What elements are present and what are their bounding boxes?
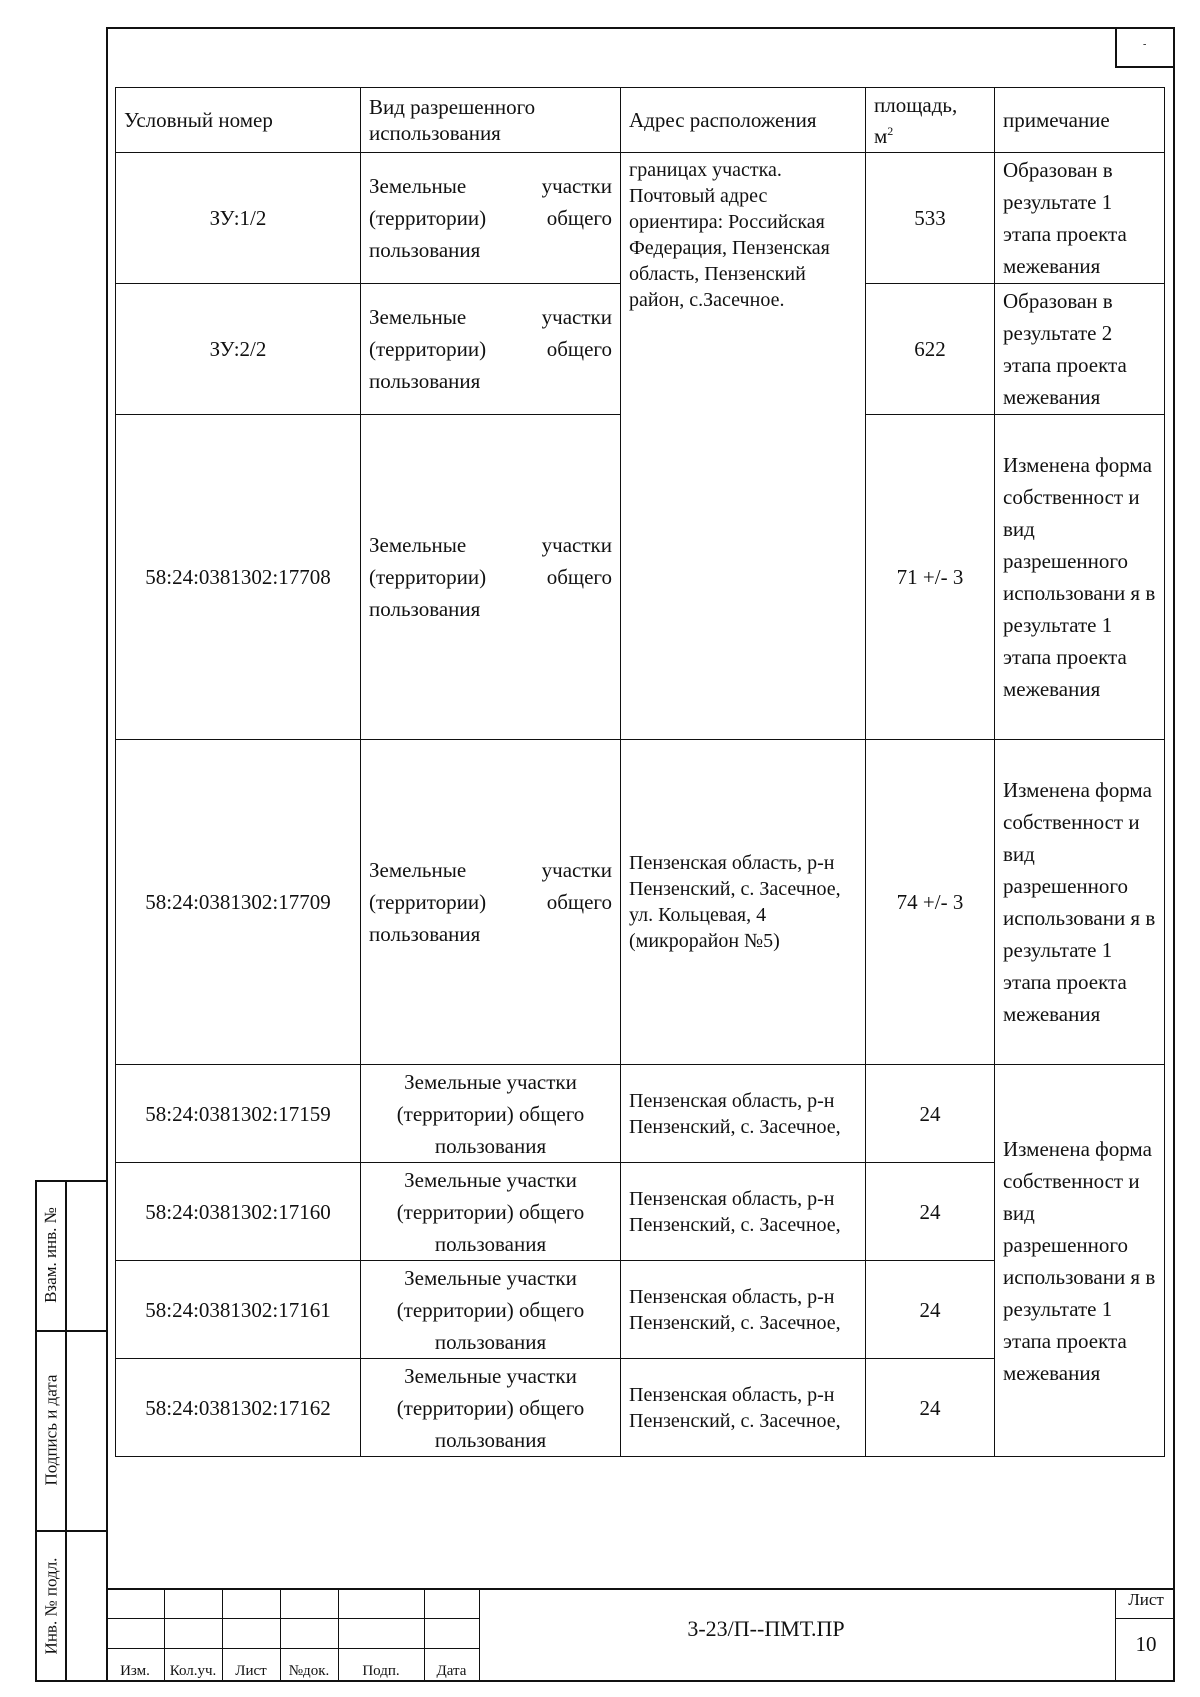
stamp-col-koluch: Кол.уч. (169, 1663, 217, 1679)
stamp-hline (1115, 1618, 1175, 1619)
row-area: 71 +/- 3 (866, 415, 995, 740)
row-use: Земельные участки (территории) общего пользования (361, 284, 621, 415)
stamp-col-podp: Подп. (362, 1663, 400, 1679)
corner-box (1115, 27, 1175, 68)
row-num: 58:24:0381302:17709 (116, 740, 361, 1065)
row-use: Земельные участки (территории) общего пользования (361, 1359, 621, 1457)
row-addr: Пензенская область, р-н Пензенский, с. Засечное, (621, 1163, 866, 1261)
title-block (106, 1588, 1175, 1682)
row-area: 24 (866, 1065, 995, 1163)
row-area: 24 (866, 1359, 995, 1457)
row-use: Земельные участки (территории) общего пользования (361, 415, 621, 740)
row-area: 24 (866, 1261, 995, 1359)
stamp-col-ndok: №док. (288, 1663, 330, 1679)
row-addr: Пензенская область, р-н Пензенский, с. Засечное, (621, 1261, 866, 1359)
row-note: Изменена форма собственност и вид разрешенного использовани я в результате 1 этапа проекта межевания (995, 740, 1165, 1065)
side-label-podpis: Подпись и дата (41, 1374, 60, 1486)
header-note: примечание (995, 88, 1165, 153)
sheet-number: 10 (1135, 1632, 1157, 1656)
stamp-col-list: Лист (235, 1663, 267, 1679)
row-num: ЗУ:2/2 (116, 284, 361, 415)
stamp-col-data: Дата (436, 1663, 467, 1679)
row-use: Земельные участки (территории) общего пользования (361, 1261, 621, 1359)
table-header-row (116, 88, 1165, 153)
row-note: Образован в результате 1 этапа проекта межевания (995, 153, 1165, 284)
row-num: ЗУ:1/2 (116, 153, 361, 284)
header-num: Условный номер (116, 88, 361, 153)
table-row (116, 740, 1165, 1065)
row-use: Земельные участки (территории) общего пользования (361, 153, 621, 284)
side-label-vzam: Взам. инв. № (41, 1207, 60, 1303)
row-note: Образован в результате 2 этапа проекта межевания (995, 284, 1165, 415)
row-area: 533 (866, 153, 995, 284)
row-area: 74 +/- 3 (866, 740, 995, 1065)
table-row (116, 1065, 1165, 1163)
header-use: Вид разрешенного использования (361, 88, 621, 153)
header-area: площадь, $м^2$ (866, 88, 995, 153)
row-area: 24 (866, 1163, 995, 1261)
row-num: 58:24:0381302:17162 (116, 1359, 361, 1457)
row-num: 58:24:0381302:17708 (116, 415, 361, 740)
document-code: 3-23/П--ПМТ.ПР (687, 1616, 845, 1641)
sheet-label: Лист (1128, 1590, 1164, 1609)
stamp-vline (1115, 1590, 1116, 1682)
row-area: 622 (866, 284, 995, 415)
corner-mark: - (1143, 39, 1147, 50)
row-addr: Пензенская область, р-н Пензенский, с. Засечное, ул. Кольцевая, 4 (микрорайон №5) (621, 740, 866, 1065)
table-row (116, 153, 1165, 284)
row-use: Земельные участки (территории) общего пользования (361, 1163, 621, 1261)
row-addr-merged: границах участка. Почтовый адрес ориентира: Российская Федерация, Пензенская область, Пензенский район, с.Засечное. (621, 153, 866, 740)
row-num: 58:24:0381302:17159 (116, 1065, 361, 1163)
row-use: Земельные участки (территории) общего пользования (361, 1065, 621, 1163)
side-label-inv: Инв. № подл. (41, 1557, 60, 1655)
row-note: Изменена форма собственност и вид разрешенного использовани я в результате 1 этапа проекта межевания (995, 415, 1165, 740)
row-use: Земельные участки (территории) общего пользования (361, 740, 621, 1065)
row-addr: Пензенская область, р-н Пензенский, с. Засечное, (621, 1065, 866, 1163)
plots-table (115, 87, 1165, 1457)
row-num: 58:24:0381302:17161 (116, 1261, 361, 1359)
row-note-merged: Изменена форма собственност и вид разрешенного использовани я в результате 1 этапа проекта межевания (995, 1065, 1165, 1457)
row-addr: Пензенская область, р-н Пензенский, с. Засечное, (621, 1359, 866, 1457)
stamp-col-izm: Изм. (120, 1663, 150, 1679)
header-addr: Адрес расположения (621, 88, 866, 153)
row-num: 58:24:0381302:17160 (116, 1163, 361, 1261)
